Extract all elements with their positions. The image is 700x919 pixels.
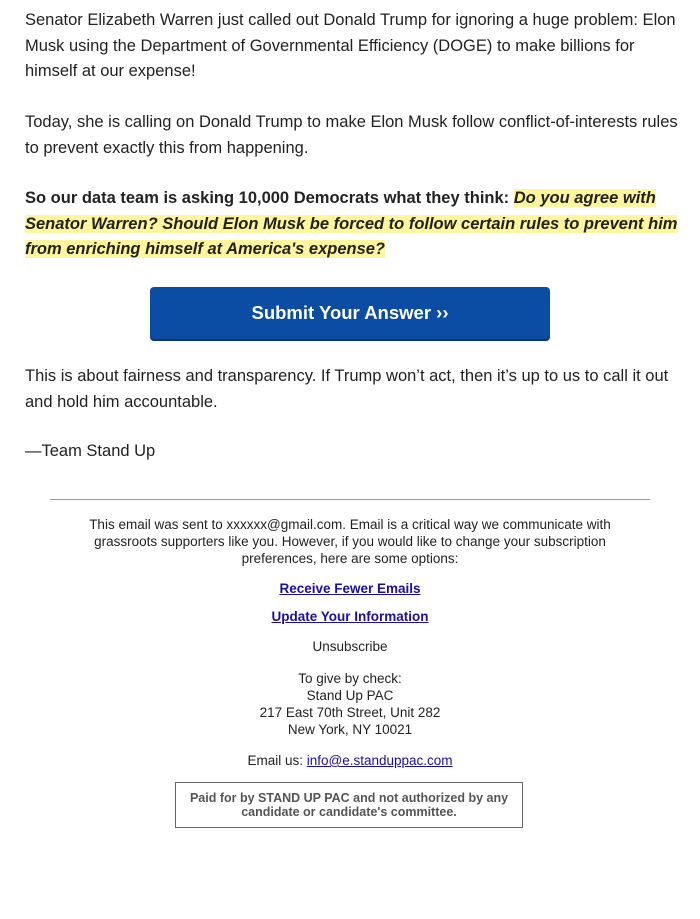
unsubscribe-link[interactable]: Unsubscribe	[312, 639, 388, 654]
footer-divider	[50, 499, 650, 500]
question-paragraph	[25, 186, 680, 263]
check-heading: To give by check:	[298, 671, 402, 686]
contact-email-line	[50, 752, 650, 769]
request-paragraph: Today, she is calling on Donald Trump to make Elon Musk follow conflict-of-interests rules to prevent exactly this from happening.	[25, 113, 678, 157]
paid-for-disclaimer	[175, 782, 523, 828]
check-city: New York, NY 10021	[287, 722, 413, 737]
footer-intro-text: This email was sent to xxxxxx@gmail.com. Email is a critical way we communicate with grassroots supporters like you. However, if you would like to change your subscription preferences, here are some options:	[89, 517, 611, 566]
intro-paragraph: Senator Elizabeth Warren just called out Donald Trump for ignoring a huge problem: Elon Musk using the Department of Governmental Efficiency (DOGE) to make billions for himself at our expense!	[25, 11, 676, 80]
receive-fewer-emails-link[interactable]: Receive Fewer Emails	[279, 581, 421, 596]
submit-answer-button[interactable]: Submit Your Answer ››	[150, 287, 550, 339]
mailing-address	[50, 670, 650, 738]
signature: —Team Stand Up	[25, 442, 156, 460]
question-lead: So our data team is asking 10,000 Democrats what they think:	[25, 189, 514, 207]
closing-paragraph: This is about fairness and transparency. If Trump won’t act, then it’s up to us to call it out and hold him accountable.	[25, 367, 669, 411]
disclaimer-text: Paid for by STAND UP PAC and not authorized by any candidate or candidate's committee.	[189, 791, 509, 819]
check-street: 217 East 70th Street, Unit 282	[259, 705, 441, 720]
check-recipient: Stand Up PAC	[306, 688, 394, 703]
highlighted-question: Do you agree with Senator Warren? Should Elon Musk be forced to follow certain rules to prevent him from enriching himself at America's expense?	[25, 189, 678, 258]
update-information-link[interactable]: Update Your Information	[271, 609, 429, 624]
contact-email-link[interactable]: info@e.standuppac.com	[306, 753, 453, 768]
email-label: Email us:	[247, 753, 307, 768]
